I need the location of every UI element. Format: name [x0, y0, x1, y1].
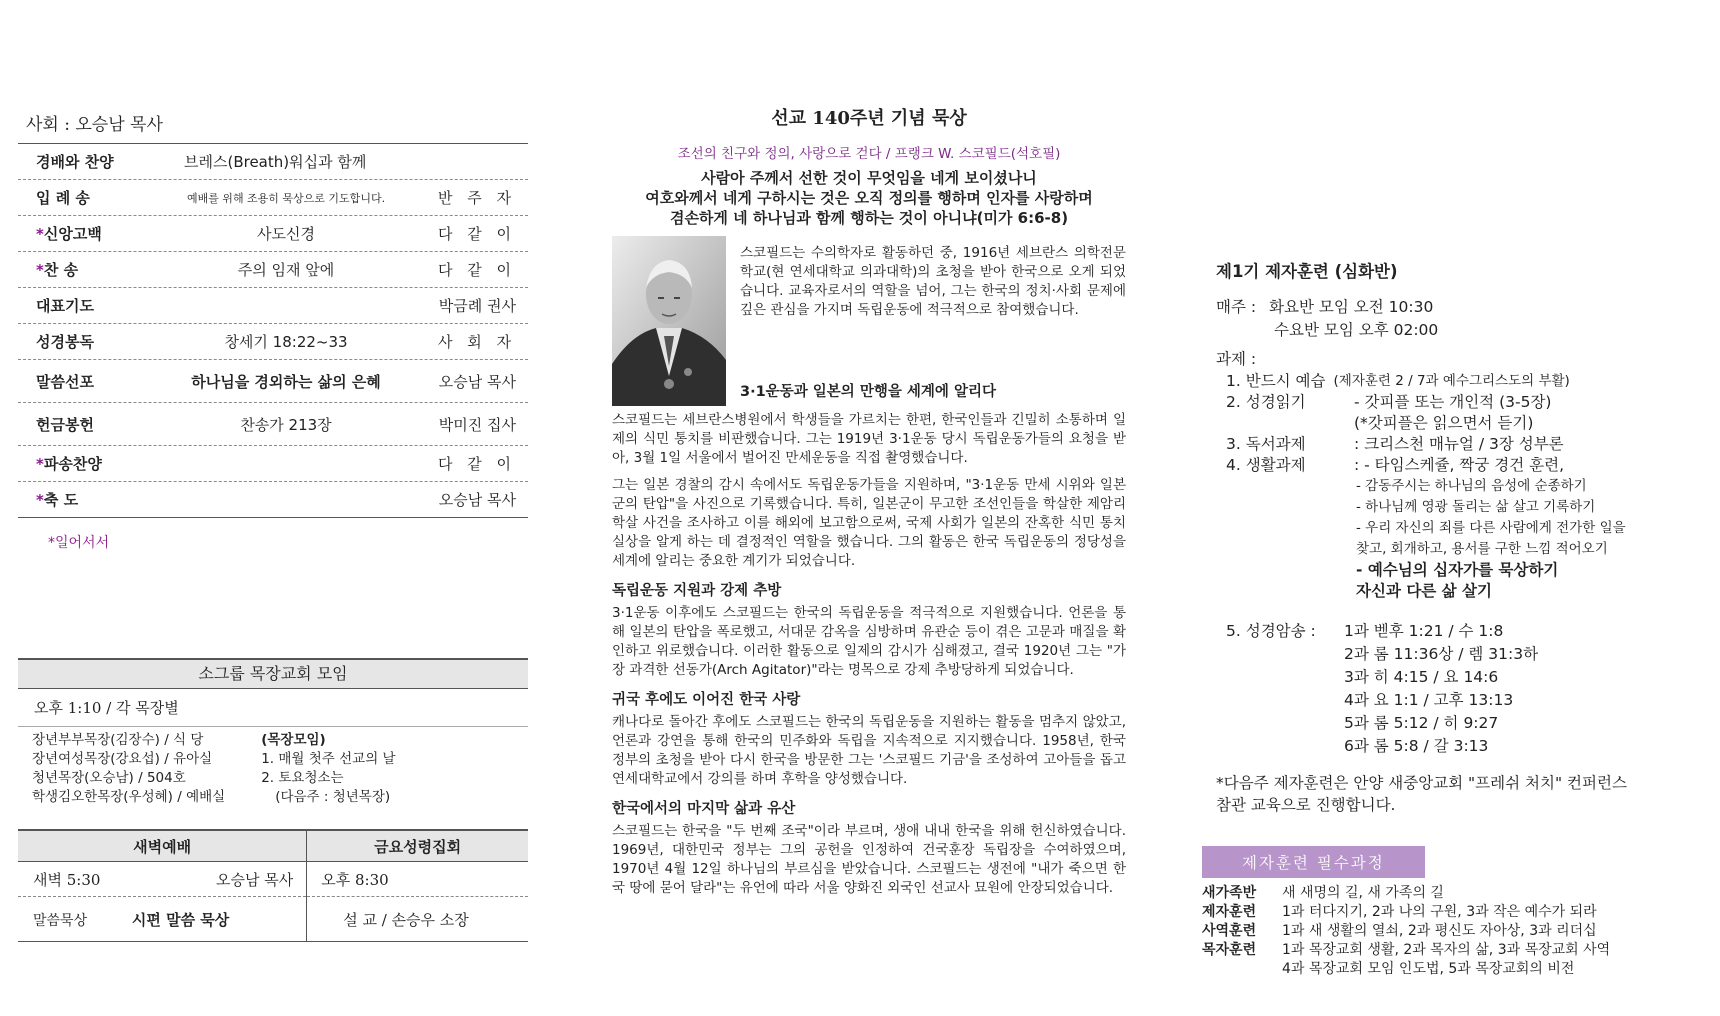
life-item: - 하나님께 영광 돌리는 삶 살고 기록하기 — [1356, 499, 1596, 515]
order-row: *축 도 오승남 목사 — [36, 491, 516, 509]
course-row: 목자훈련 1과 목장교회 생활, 2과 목자의 삶, 3과 목장교회 사역 — [1202, 942, 1611, 958]
order-row: 입 례 송 예배를 위해 조용히 묵상으로 기도합니다. 반 주 자 — [18, 180, 528, 216]
stand-note: *일어서서 — [48, 535, 110, 551]
article-title: 선교 140주년 기념 묵상 — [771, 108, 967, 129]
task-item: 3. 독서과제 : 크리스천 매뉴얼 / 3장 성부론 — [1226, 435, 1564, 453]
friday-service-title: 금요성령집회 — [307, 830, 528, 862]
task-item: 1. 반드시 예습 (제자훈련 2 / 7과 예수그리스도의 부활) — [1226, 372, 1570, 390]
task-item: 4. 생활과제 : - 타임스케쥴, 짝궁 경건 훈련, — [1226, 456, 1565, 474]
section-paragraph: 캐나다로 돌아간 후에도 스코필드는 한국의 독립운동을 지원하는 활동을 멈추지 않았고, 언론과 강연을 통해 한국의 민주화와 독립을 지속적으로 지지했습니다. 1958년, 한국 정부의 초청을 받아 다시 한국을 방문한 그는 '스코필드 기금'을 조성하여 고아들을 돕고 연세대학교에서 강의를 하며 후학을 양성했습니다. — [612, 714, 1126, 787]
section-paragraph: 3·1운동 이후에도 스코필드는 한국의 독립운동을 적극적으로 지원했습니다. 언론을 통해 일본의 탄압을 폭로했고, 서대문 감옥을 심방하며 유관순 등이 겪은 고문과 매질을 확인하고 위로했습니다. 이러한 활동으로 일제의 감시가 심해졌고, 결국 1920년 그는 "가장 과격한 선동가(Arch Agitator)"라는 명목으로 강제 추방당하게 되었습니다. — [612, 605, 1126, 678]
discipleship-title: 제1기 제자훈련 (심화반) — [1216, 262, 1398, 281]
meditation-article — [612, 104, 1126, 906]
order-row: 대표기도 박금례 권사 — [18, 288, 528, 324]
worship-order-column — [18, 110, 528, 942]
dawn-service-info: 새벽 5:30 오승남 목사 — [18, 862, 307, 897]
memory-verses: 5. 성경암송 : 1과 벧후 1:21 / 수 1:8 2과 롬 11:36상 / 렘 31:3하 3과 히 4:15 / 요 14:6 4과 요 1:1 / 고후 13:13 5과 롬 5:12 / 히 9:27 6과 롬 5:8 / 갈 3:13 — [1226, 622, 1539, 755]
group-meeting: (목장모임) 1. 매월 첫주 선교의 날 2. 토요청소는 (다음주 : 청년목장) — [261, 732, 396, 805]
schofield-portrait-photo — [612, 236, 726, 406]
friday-time: 오후 8:30 — [307, 862, 528, 897]
section-paragraph: 스코필드는 한국을 "두 번째 조국"이라 부르며, 생애 내내 한국을 위해 헌신하였습니다. 1969년, 대한민국 정부는 그의 공헌을 인정하여 건국훈장 독립장을 수여하였으며, 1970년 4월 12일 하나님의 부르심을 받았습니다. 스코필드는 생전에 "내가 죽으면 한국 땅에 묻어 달라"는 유언에 따라 서울 양화진 외국인 선교사 묘원에 안장되었습니다. — [612, 823, 1126, 896]
services-table — [18, 829, 528, 942]
section-heading: 독립운동 지원과 강제 추방 — [612, 583, 782, 599]
course-row: 제자훈련 1과 터다지기, 2과 나의 구원, 3과 작은 예수가 되라 — [1202, 904, 1597, 920]
course-row: 새가족반 새 새명의 길, 새 가족의 길 — [1202, 885, 1444, 901]
group-places: 장년부부목장(김장수) / 식 당 장년여성목장(강요섭) / 유아실 청년목장(오승남) / 504호 학생김오한목장(우성혜) / 예배실 — [32, 732, 226, 805]
word-meditation: 말씀묵상 시편 말씀 묵상 — [18, 897, 307, 942]
order-row: *찬 송 주의 임재 앞에 다 같 이 — [18, 252, 528, 288]
section-paragraph: 스코필드는 세브란스병원에서 학생들을 가르치는 한편, 한국인들과 긴밀히 소통하며 일제의 식민 통치를 비판했습니다. 그는 1919년 3·1운동 당시 독립운동가들의 요청을 받아, 3월 1일 서울에서 벌어진 만세운동을 직접 촬영했습니다. — [612, 412, 1126, 466]
order-row: 경배와 찬양 브레스(Breath)워십과 함께 — [18, 144, 528, 180]
order-row: 성경봉독 창세기 18:22~33 사 회 자 — [18, 324, 528, 360]
discipleship-column — [1202, 258, 1716, 979]
dawn-service-title: 새벽예배 — [18, 830, 307, 862]
order-row: 말씀선포 하나님을 경외하는 삶의 은혜 오승남 목사 — [18, 360, 528, 403]
scripture-verse: 사람아 주께서 선한 것이 무엇임을 네게 보이셨나니 여호와께서 네게 구하시는 것은 오직 정의를 행하며 인자를 사랑하며 겸손하게 네 하나님과 함께 행하는 것이 아니냐(미가 6:6-8) — [645, 169, 1093, 227]
small-group-time: 오후 1:10 / 각 목장별 — [18, 689, 528, 727]
life-item: - 감동주시는 하나님의 음성에 순종하기 — [1356, 478, 1587, 494]
order-row: *파송찬양 다 같 이 — [18, 446, 528, 482]
course-row: 4과 목장교회 모임 인도법, 5과 목장교회의 비전 — [1282, 961, 1575, 977]
task-sub: (*갓피플은 읽으면서 듣기) — [1354, 414, 1534, 432]
required-course-badge: 제자훈련 필수과정 — [1202, 846, 1425, 878]
intro-paragraph: 스코필드는 수의학자로 활동하던 중, 1916년 세브란스 의학전문학교(현 연세대학교 의과대학)의 초청을 받아 한국으로 오게 되었습니다. 교육자로서의 역할을 넘어, 그는 한국의 정치·사회 문제에 깊은 관심을 가지며 독립운동에 적극적으로 참여했습니다. — [740, 245, 1126, 318]
life-item: 찾고, 회개하고, 용서를 구한 느낌 적어오기 — [1356, 541, 1608, 557]
weekly-schedule: 매주 : 화요반 모임 오전 10:30 — [1216, 298, 1434, 316]
life-item: - 우리 자신의 죄를 다른 사람에게 전가한 일을 — [1356, 520, 1626, 536]
section-heading: 3·1운동과 일본의 만행을 세계에 알리다 — [740, 384, 996, 400]
section-heading: 한국에서의 마지막 삶과 유산 — [612, 801, 796, 817]
worship-order-list — [18, 144, 528, 517]
small-group-body — [18, 727, 528, 807]
tasks-label: 과제 : — [1216, 350, 1257, 368]
article-subtitle: 조선의 친구와 정의, 사랑으로 걷다 / 프랭크 W. 스코필드(석호필) — [677, 146, 1061, 162]
friday-speaker: 설 교 / 손승우 소장 — [307, 897, 528, 942]
course-row: 사역훈련 1과 새 생활의 열쇠, 2과 평신도 자아상, 3과 리더십 — [1202, 923, 1597, 939]
order-row: *신앙고백 사도신경 다 같 이 — [18, 216, 528, 252]
life-item: - 예수님의 십자가를 묵상하기 — [1356, 561, 1559, 579]
small-group-title: 소그룹 목장교회 모임 — [18, 658, 528, 689]
presider: 사회 : 오승남 목사 — [26, 115, 163, 135]
section-paragraph: 그는 일본 경찰의 감시 속에서도 독립운동가들을 지원하며, "3·1운동 만세 시위와 일본군의 탄압"을 사진으로 기록했습니다. 특히, 일본군이 무고한 조선인들을 학살한 제암리 학살 사건을 조사하고 이를 해외에 보고함으로써, 국제 사회가 일본의 잔혹한 식민 통치 실상을 알게 하는 데 결정적인 역할을 했습니다. 그의 활동은 한국 독립운동의 정당성을 세계에 알리는 중요한 계기가 되었습니다. — [612, 477, 1126, 569]
weekly-schedule-line: 수요반 모임 오후 02:00 — [1274, 321, 1439, 339]
next-week-notice: *다음주 제자훈련은 안양 새중앙교회 "프레쉬 처치" 컨퍼런스 참관 교육으로 진행합니다. — [1216, 774, 1627, 814]
section-heading: 귀국 후에도 이어진 한국 사랑 — [612, 692, 801, 708]
order-row: 헌금봉헌 찬송가 213장 박미진 집사 — [18, 403, 528, 446]
task-item: 2. 성경읽기 - 갓피플 또는 개인적 (3-5장) — [1226, 393, 1552, 411]
life-item: 자신과 다른 삶 살기 — [1356, 582, 1492, 600]
required-course-list — [1202, 884, 1716, 979]
